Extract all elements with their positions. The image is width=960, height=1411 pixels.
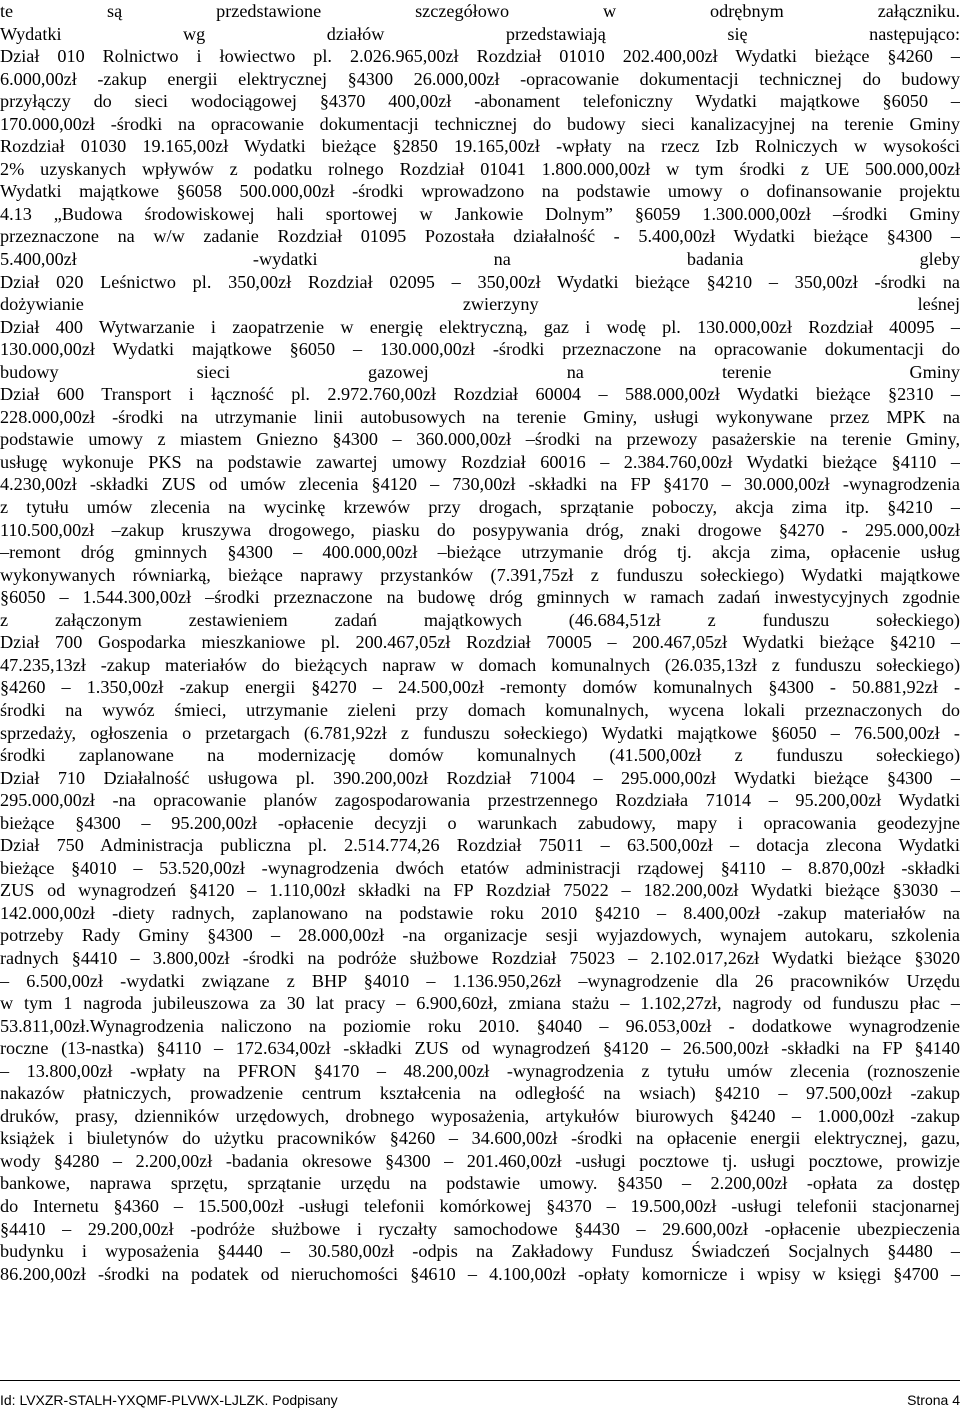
text-line: 4.13 „Budowa środowiskowej hali sportowej w Jankowie Dolnym” §6059 1.300.000,00zł –środki Gminy [0,203,960,224]
text-line: dożywianie zwierzyny leśnej [0,294,960,315]
text-line: Dział 020 Leśnictwo pl. 350,00zł Rozdział 02095 – 350,00zł Wydatki bieżące §4210 – 350,00zł -środki na [0,271,960,292]
text-line: w tym 1 nagroda jubileuszowa za 30 lat pracy – 6.900,60zł, zmiana stażu – 1.102,27zł, nagrody od funduszu płac – [0,993,960,1014]
text-line: 142.000,00zł -diety radnych, zaplanowano na podstawie roku 2010 §4210 – 8.400,00zł -zakup materiałów na [0,902,960,923]
text-line: Rozdział 01030 19.165,00zł Wydatki bieżące §2850 19.165,00zł -wpłaty na rzecz Izb Rolniczych w wysokości [0,136,960,157]
text-line: Wydatki wg działów przedstawiają się następująco: [0,23,960,44]
text-line: 170.000,00zł -środki na opracowanie dokumentacji technicznej do budowy sieci kanalizacyjnej na terenie Gminy [0,113,960,134]
text-line: środki zaplanowane na modernizację domów komunalnych (41.500,00zł z funduszu sołeckiego) [0,745,960,766]
page-footer [0,1390,960,1410]
text-line: z tytułu umów zlecenia na wycinkę krzewów przy drogach, sprzątanie poboczy, akcja zima itp. §4210 – [0,497,960,518]
page-number: Strona 4 [907,1392,960,1408]
text-line: potrzeby Rady Gminy §4300 – 28.000,00zł -na organizacje sesji wyjazdowych, wynajem autokaru, szkolenia [0,925,960,946]
text-line: 295.000,00zł -na opracowanie planów zagospodarowania przestrzennego Rozdziała 71014 – 95.200,00zł Wydatki [0,790,960,811]
text-line: nakazów płatniczych, prowadzenie centrum kształcenia na odległość na wsiach) §4210 – 97.500,00zł -zakup [0,1083,960,1104]
text-line: radnych §4410 – 3.800,00zł -środki na podróże służbowe Rozdział 75023 – 2.102.017,26zł Wydatki bieżące §3020 [0,947,960,968]
text-line: z załączonym zestawieniem zadań majątkowych (46.684,51zł z funduszu sołeckiego) [0,609,960,630]
text-line: §4410 – 29.200,00zł -podróże służbowe i ryczałty samochodowe §4430 – 29.600,00zł -opłacenie ubezpieczenia [0,1218,960,1239]
text-line: budowy sieci gazowej na terenie Gminy [0,361,960,382]
text-line: Dział 750 Administracja publiczna pl. 2.514.774,26 Rozdział 75011 – 63.500,00zł – dotacja zlecona Wydatki [0,835,960,856]
text-line: przeznaczone na w/w zadanie Rozdział 01095 Pozostała działalność - 5.400,00zł Wydatki bieżące §4300 – [0,226,960,247]
text-line: Dział 700 Gospodarka mieszkaniowe pl. 200.467,05zł Rozdział 70005 – 200.467,05zł Wydatki bieżące §4210 – [0,632,960,653]
text-line: Dział 600 Transport i łączność pl. 2.972.760,00zł Rozdział 60004 – 588.000,00zł Wydatki bieżące §2310 – [0,384,960,405]
text-line: do Internetu §4360 – 15.500,00zł -usługi telefonii komórkowej §4370 – 19.500,00zł -usługi telefonii stacjonarnej [0,1195,960,1216]
text-line: 86.200,00zł -środki na podatek od nieruchomości §4610 – 4.100,00zł -opłaty komornicze i wpisy w księgi §4700 – [0,1263,960,1284]
text-line: Dział 400 Wytwarzanie i zaopatrzenie w energię elektryczną, gaz i wodę pl. 130.000,00zł Rozdział 40095 – [0,316,960,337]
text-line: wody §4280 – 2.200,00zł -badania okresowe §4300 – 201.460,00zł -usługi pocztowe tj. usługi pocztowe, prowizje [0,1150,960,1171]
text-line: 5.400,00zł -wydatki na badania gleby [0,249,960,270]
text-line: roczne (13-nastka) §4110 – 172.634,00zł -składki ZUS od wynagrodzeń §4120 – 26.500,00zł -składki na FP §4140 [0,1038,960,1059]
text-line: 6.000,00zł -zakup energii elektrycznej §4300 26.000,00zł -opracowanie dokumentacji technicznej do budowy [0,68,960,89]
text-line: Dział 710 Działalność usługowa pl. 390.200,00zł Rozdział 71004 – 295.000,00zł Wydatki bieżące §4300 – [0,767,960,788]
text-line: bieżące §4010 – 53.520,00zł -wynagrodzenia dwóch etatów administracji rządowej §4110 – 8.870,00zł -składki [0,857,960,878]
text-line: książek i biuletynów do użytku pracowników §4260 – 34.600,00zł -środki na opłacenie energii elektrycznej, gazu, [0,1128,960,1149]
text-line: bankowe, naprawa sprzętu, sprzątanie urzędu na podstawie umowy. §4350 – 2.200,00zł -opłata za dostęp [0,1173,960,1194]
text-line: budynku i wyposażenia §4440 – 30.580,00zł -odpis na Zakładowy Fundusz Świadczeń Socjalnych §4480 – [0,1241,960,1262]
text-line: §4260 – 1.350,00zł -zakup energii §4270 – 24.500,00zł -remonty domów komunalnych §4300 - 50.881,92zł - [0,677,960,698]
text-line: 110.500,00zł –zakup kruszywa drogowego, piasku do posypywania dróg, znaki drogowe §4270 - 295.000,00zł [0,519,960,540]
text-line: usługę wykonuje PKS na podstawie zawartej umowy Rozdział 60016 – 2.384.760,00zł Wydatki bieżące §4110 – [0,451,960,472]
text-line: ZUS od wynagrodzeń §4120 – 1.110,00zł składki na FP Rozdział 75022 – 182.200,00zł Wydatki bieżące §3030 – [0,880,960,901]
text-line: –remont dróg gminnych §4300 – 400.000,00zł –bieżące utrzymanie dróg tj. akcja zima, opłacenie usług [0,542,960,563]
text-line: wykonywanych równiarką, bieżące naprawy przystanków (7.391,75zł z funduszu sołeckiego) Wydatki majątkowe [0,564,960,585]
text-line: – 13.800,00zł -wpłaty na PFRON §4170 – 48.200,00zł -wynagrodzenia z tytułu umów zlecenia (roznoszenie [0,1060,960,1081]
text-line: – 6.500,00zł -wydatki związane z BHP §4010 – 1.136.950,26zł –wynagrodzenie dla 26 pracowników Urzędu [0,970,960,991]
footer-divider [0,1380,960,1381]
text-line: sprzedaży, ogłoszenia o przetargach (6.781,92zł z funduszu sołeckiego) Wydatki majątkowe §6050 – 76.500,00zł - [0,722,960,743]
text-line: Wydatki majątkowe §6058 500.000,00zł -środki wprowadzono na podstawie umowy o dofinansowanie projektu [0,181,960,202]
text-line: 2% uzyskanych wpływów z podatku rolnego Rozdział 01041 1.800.000,00zł w tym środki z UE 500.000,00zł [0,158,960,179]
text-line: Dział 010 Rolnictwo i łowiectwo pl. 2.026.965,00zł Rozdział 01010 202.400,00zł Wydatki bieżące §4260 – [0,46,960,67]
text-line: 4.230,00zł -składki ZUS od umów zlecenia §4120 – 730,00zł -składki na FP §4170 – 30.000,00zł -wynagrodzenia [0,474,960,495]
text-line: 228.000,00zł -środki na utrzymanie linii autobusowych na terenie Gminy, usługi wykonywane przez MPK na [0,406,960,427]
text-line: bieżące §4300 – 95.200,00zł -opłacenie decyzji o warunkach zabudowy, mapy i opracowania geodezyjne [0,812,960,833]
text-line: 53.811,00zł.Wynagrodzenia naliczono na poziomie roku 2010. §4040 – 96.053,00zł - dodatkowe wynagrodzenie [0,1015,960,1036]
document-id: Id: LVXZR-STALH-YXQMF-PLVWX-LJLZK. Podpisany [0,1392,338,1408]
text-line: podstawie umowy z miastem Gniezno §4300 – 360.000,00zł –środki na przewozy pasażerskie na terenie Gminy, [0,429,960,450]
text-line: te są przedstawione szczegółowo w odrębnym załączniku. [0,1,960,21]
text-line: przyłączy do sieci wodociągowej §4370 400,00zł -abonament telefoniczny Wydatki majątkowe §6050 – [0,91,960,112]
text-line: druków, prasy, dzienników urzędowych, drobnego wyposażenia, artykułów biurowych §4240 – 1.000,00zł -zakup [0,1105,960,1126]
text-line: 130.000,00zł Wydatki majątkowe §6050 – 130.000,00zł -środki przeznaczone na opracowanie dokumentacji do [0,339,960,360]
text-line: 47.235,13zł -zakup materiałów do bieżących napraw w domach komunalnych (26.035,13zł z funduszu sołeckiego) [0,654,960,675]
text-line: §6050 – 1.544.300,00zł –środki przeznaczone na budowę dróg gminnych w ramach zadań inwestycyjnych zgodnie [0,587,960,608]
text-line: środki na wywóz śmieci, utrzymanie zieleni przy domach komunalnych, wycena lokali przeznaczonych do [0,699,960,720]
